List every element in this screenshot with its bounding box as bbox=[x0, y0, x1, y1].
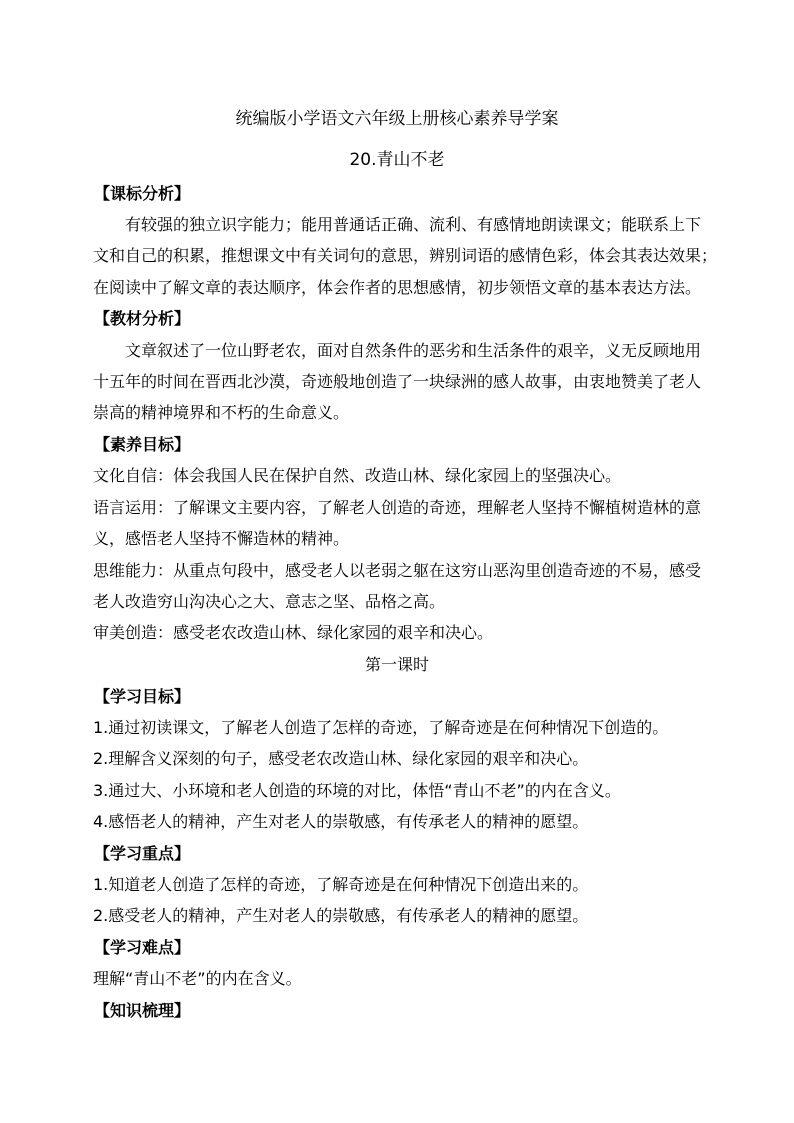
curriculum-line: 在阅读中了解文章的表达顺序，体会作者的思想感情，初步领悟文章的基本表达方法。 bbox=[93, 278, 702, 297]
focus-item: 1.知道老人创造了怎样的奇迹，了解奇迹是在何种情况下创造出来的。 bbox=[93, 875, 589, 894]
difficulty-item: 理解“青山不老”的内在含义。 bbox=[93, 969, 302, 988]
textbook-heading: 【教材分析】 bbox=[94, 309, 191, 328]
curriculum-line: 文和自己的积累，推想课文中有关词句的意思，辨别词语的感情色彩，体会其表达效果； bbox=[93, 246, 718, 265]
goals-item: 1.通过初读课文，了解老人创造了怎样的奇迹，了解奇迹是在何种情况下创造的。 bbox=[93, 718, 669, 737]
lesson-title: 20.青山不老 bbox=[349, 150, 445, 170]
difficulty-heading: 【学习难点】 bbox=[94, 938, 191, 957]
goals-item: 3.通过大、小环境和老人创造的环境的对比，体悟“青山不老”的内在含义。 bbox=[93, 781, 621, 800]
knowledge-heading: 【知识梳理】 bbox=[94, 1001, 191, 1020]
textbook-line: 崇高的精神境界和不朽的生命意义。 bbox=[93, 403, 350, 422]
focus-item: 2.感受老人的精神，产生对老人的崇敬感，有传承老人的精神的愿望。 bbox=[93, 906, 589, 925]
literacy-line: 语言运用：了解课文主要内容，了解老人创造的奇迹，理解老人坚持不懈植树造林的意 bbox=[93, 498, 702, 517]
literacy-line: 思维能力：从重点句段中，感受老人以老弱之躯在这穷山恶沟里创造奇迹的不易，感受 bbox=[93, 561, 702, 580]
textbook-line: 十五年的时间在晋西北沙漠，奇迹般地创造了一块绿洲的感人故事，由衷地赞美了老人 bbox=[93, 372, 702, 391]
curriculum-line: 有较强的独立识字能力；能用普通话正确、流利、有感情地朗读课文；能联系上下 bbox=[125, 215, 702, 234]
textbook-line: 文章叙述了一位山野老农，面对自然条件的恶劣和生活条件的艰辛，义无反顾地用 bbox=[125, 341, 702, 360]
literacy-heading: 【素养目标】 bbox=[94, 435, 191, 454]
focus-heading: 【学习重点】 bbox=[94, 844, 191, 863]
lesson-period-label: 第一课时 bbox=[364, 655, 429, 674]
curriculum-heading: 【课标分析】 bbox=[94, 184, 191, 203]
goals-heading: 【学习目标】 bbox=[94, 687, 191, 706]
literacy-line: 老人改造穷山沟决心之大、意志之坚、品格之高。 bbox=[93, 592, 446, 611]
goals-item: 4.感悟老人的精神，产生对老人的崇敬感，有传承老人的精神的愿望。 bbox=[93, 812, 589, 831]
goals-item: 2.理解含义深刻的句子，感受老农改造山林、绿化家园的艰辛和决心。 bbox=[93, 749, 589, 768]
literacy-line: 文化自信：体会我国人民在保护自然、改造山林、绿化家园上的坚强决心。 bbox=[93, 466, 622, 485]
literacy-line: 审美创造：感受老农改造山林、绿化家园的艰辛和决心。 bbox=[93, 623, 494, 642]
document-title: 统编版小学语文六年级上册核心素养导学案 bbox=[235, 109, 559, 129]
literacy-line: 义，感悟老人坚持不懈造林的精神。 bbox=[93, 529, 350, 548]
